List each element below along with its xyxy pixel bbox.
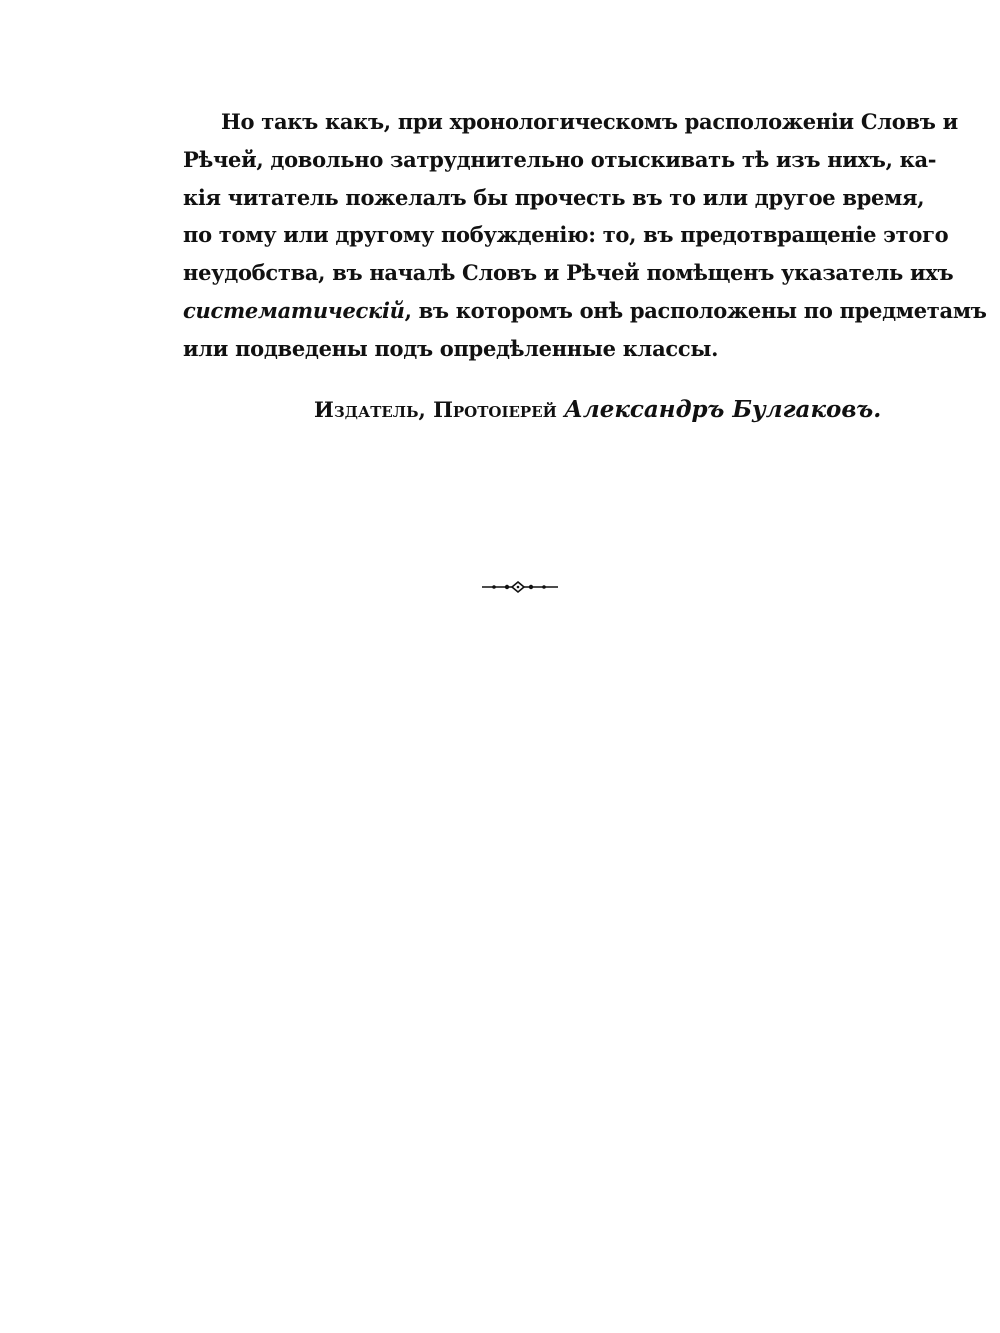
paragraph-line-6-rest: , въ которомъ онѣ расположены по предметамъ	[404, 297, 987, 323]
paragraph-line-6	[183, 292, 987, 330]
fleuron-divider-icon	[480, 578, 560, 596]
signature-title: Издатель, Протоiерей	[314, 397, 557, 422]
emphasized-term: систематическiй	[183, 297, 405, 323]
paragraph-line-3: кiя читатель пожелалъ бы прочесть въ то или другое время,	[183, 184, 925, 210]
preface-paragraph	[183, 103, 987, 368]
signature-name: Александръ Булгаковъ.	[564, 396, 882, 423]
paragraph-line-5: неудобства, въ началѣ Словъ и Рѣчей помѣщенъ указатель ихъ	[183, 260, 954, 286]
paragraph-line-2: Рѣчей, довольно затруднительно отыскивать тѣ изъ нихъ, ка-	[183, 146, 937, 172]
paragraph-line-7: или подведены подъ опредѣленные классы.	[183, 335, 719, 361]
paragraph-line-4: по тому или другому побужденiю: то, въ предотвращенiе этого	[183, 222, 949, 248]
paragraph-line-1: Но такъ какъ, при хронологическомъ расположенiи Словъ и	[221, 109, 958, 134]
publisher-signature	[314, 391, 881, 429]
